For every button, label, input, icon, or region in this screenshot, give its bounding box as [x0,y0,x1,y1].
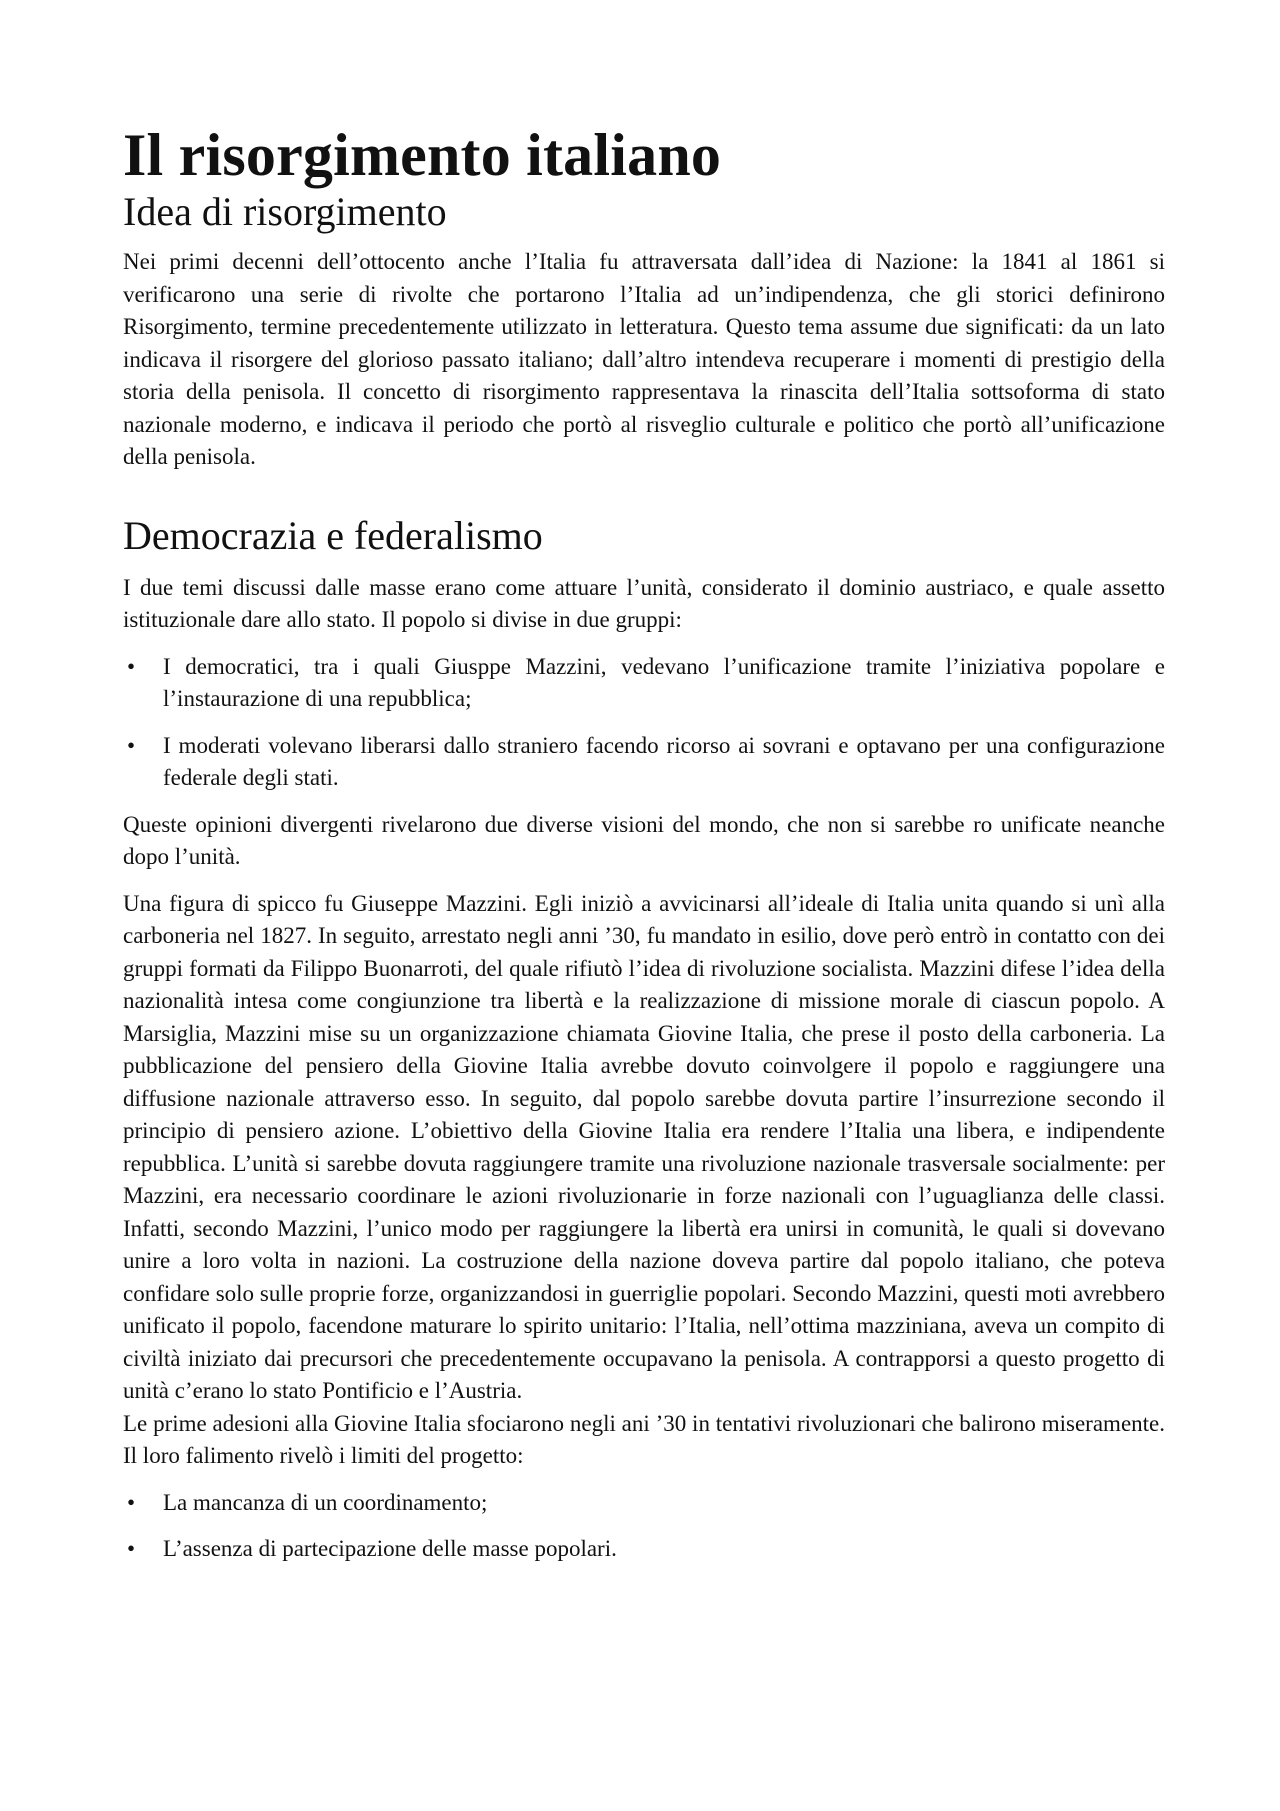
bullet-list-groups [123,651,1165,795]
bullet-icon: • [127,1489,136,1515]
document-page [123,120,1165,1580]
list-item-text: La mancanza di un coordinamento; [163,1489,488,1515]
paragraph-adesioni: Le prime adesioni alla Giovine Italia sfociarono negli ani ’30 in tentativi rivoluzionari che balirono miseramente. Il loro falimento rivelò i limiti del progetto: [123,1410,1165,1468]
list-item [123,1487,1165,1520]
list-item-text: I moderati volevano liberarsi dallo straniero facendo ricorso ai sovrani e optavano per una configurazione federale degli stati. [163,732,1165,790]
list-item-text: I democratici, tra i quali Giusppe Mazzini, vedevano l’unificazione tramite l’iniziativa popolare e l’instaurazione di una repubblica; [163,653,1165,711]
section-heading-democrazia: Democrazia e federalismo [123,512,543,558]
paragraph-idea: Nei primi decenni dell’ottocento anche l’Italia fu attraversata dall’idea di Nazione: la 1841 al 1861 si verificarono una serie di rivolte che portarono l’Italia ad un’indipendenza, che gli storici definirono Risorgimento, termine precedentemente utilizzato in letteratura. Questo tema assume due significati: da un lato indicava il risorgere del glorioso passato italiano; dall’altro intendeva recuperare i momenti di prestigio della storia della penisola. Il concetto di risorgimento rappresentava la rinascita dell’Italia sottsoforma di stato nazionale moderno, e indicava il periodo che portò al risveglio culturale e politico che portò all’unificazione della penisola. [123,249,1165,469]
list-item [123,651,1165,716]
paragraph-intro: I due temi discussi dalle masse erano come attuare l’unità, considerato il dominio austriaco, e quale assetto istituzionale dare allo stato. Il popolo si divise in due gruppi: [123,574,1165,632]
list-item-text: L’assenza di partecipazione delle masse popolari. [163,1536,617,1561]
paragraph-opinioni: Queste opinioni divergenti rivelarono due diverse visioni del mondo, che non si sarebbe ro unificate neanche dopo l’unità. [123,811,1165,869]
list-item [123,730,1165,795]
bullet-icon: • [127,653,136,679]
paragraph-mazzini: Una figura di spicco fu Giuseppe Mazzini. Egli iniziò a avvicinarsi all’ideale di Italia unita quando si unì alla carboneria nel 1827. In seguito, arrestato negli anni ’30, fu mandato in esilio, dove però entrò in contatto con dei gruppi formati da Filippo Buonarroti, del quale rifiutò l’idea di rivoluzione socialista. Mazzini difese l’idea della nazionalità intesa come congiunzione tra libertà e la realizzazione di missione morale di ciascun popolo. A Marsiglia, Mazzini mise su un organizzazione chiamata Giovine Italia, che prese il posto della carboneria. La pubblicazione del pensiero della Giovine Italia avrebbe dovuto coinvolgere il popolo e raggiungere una diffusione nazionale attraverso esso. In seguito, dal popolo sarebbe dovuta partire l’insurrezione secondo il principio di pensiero azione. L’obiettivo della Giovine Italia era rendere l’Italia una libera, e indipendente repubblica. L’unità si sarebbe dovuta raggiungere tramite una rivoluzione nazionale trasversale socialmente: per Mazzini, era necessario coordinare le azioni rivoluzionarie in forze nazionali con l’uguaglianza delle classi. Infatti, secondo Mazzini, l’unico modo per raggiungere la libertà era unirsi in comunità, le quali si dovevano unire a loro volta in nazioni. La costruzione della nazione doveva partire dal popolo italiano, che poteva confidare solo sulle proprie forze, organizzandosi in guerriglie popolari. Secondo Mazzini, questi moti avrebbero unificato il popolo, facendone maturare lo spirito unitario: l’Italia, nell’ottima mazziniana, aveva un compito di civiltà iniziato dai precursori che precedentemente occupavano la penisola. A contrapporsi a questo progetto di unità c’erano lo stato Pontificio e l’Austria. [123,890,1165,1403]
bullet-icon: • [127,1536,136,1561]
document-title: Il risorgimento italiano [123,122,722,188]
list-item [123,1533,1165,1566]
bullet-icon: • [127,732,136,758]
bullet-list-limiti [123,1487,1165,1566]
section-heading-idea: Idea di risorgimento [123,189,447,234]
